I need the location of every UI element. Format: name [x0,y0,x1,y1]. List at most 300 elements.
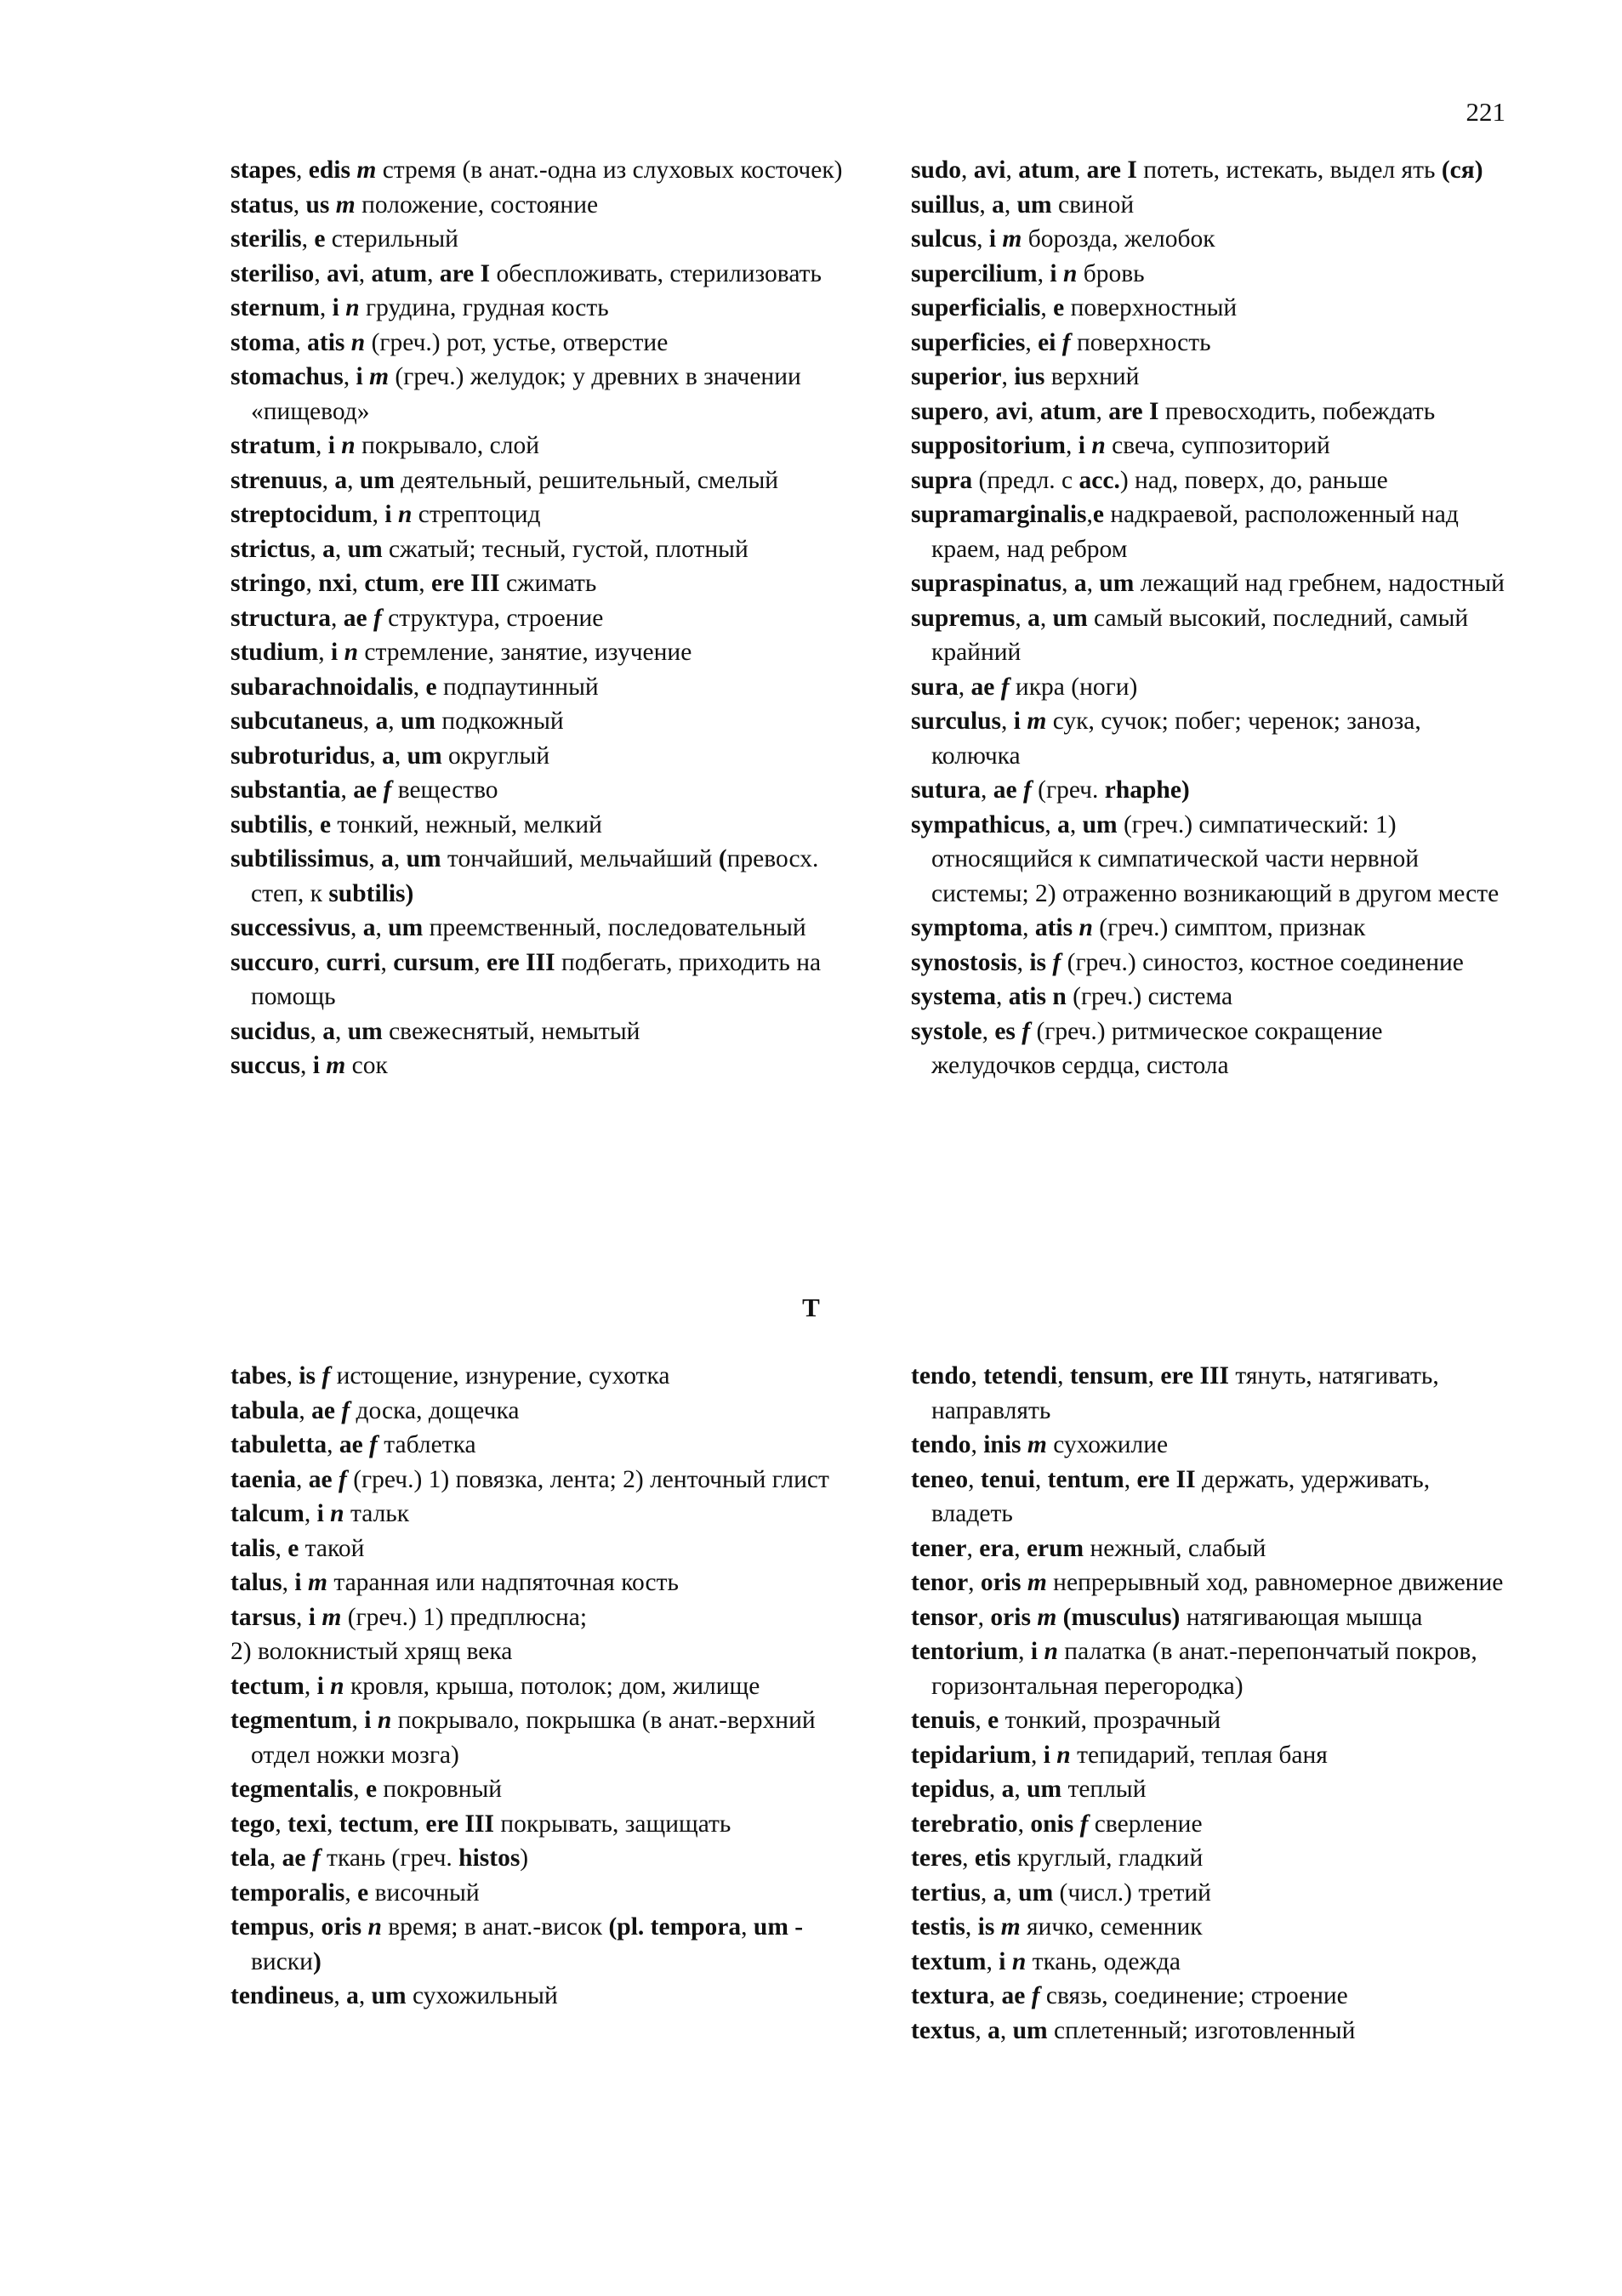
entry-latin-term: stapes [230,156,297,184]
entry-translation: , [1065,432,1078,459]
entry-gender-mark: n [345,294,367,321]
entry-translation: ) [520,1844,529,1872]
dictionary-entry [911,429,1506,463]
dictionary-entry [911,1463,1506,1532]
section-t-entries [230,1359,1506,2048]
entry-latin-term: ius [1014,363,1051,390]
dictionary-entry [911,1841,1506,1876]
entry-translation: , [275,1810,288,1838]
entry-translation: , [999,2016,1013,2044]
entry-translation: , [282,1569,295,1596]
entry-latin-term: a [1001,1776,1015,1803]
entry-translation: (греч.) 1) предплюсна; [347,1603,588,1631]
entry-translation: , [293,190,306,219]
entry-translation: стремя (в анат.-одна из слуховых косточек) [382,156,843,184]
entry-latin-term: ae [970,673,1001,701]
dictionary-entry [230,1772,843,1807]
entry-latin-term: is [1029,948,1053,976]
entry-latin-term: tener [911,1534,967,1562]
dictionary-entry [911,497,1506,566]
entry-latin-term: subarachnoidalis [230,673,413,701]
dictionary-entry [230,222,843,257]
entry-translation: , [986,1947,999,1975]
entry-latin-term: tendo [911,1362,971,1390]
entry-latin-term: ae [311,1396,342,1424]
entry-latin-term: a [381,845,394,872]
entry-translation: сук, сучок; побег; черенок; заноза, колючка [931,708,1421,770]
entry-latin-term: i [312,1052,327,1079]
entry-latin-term: sympathicus [911,810,1045,838]
entry-latin-term: e [1053,294,1071,321]
entry-translation: положение, состояние [361,190,599,219]
entry-translation: , [970,1362,984,1390]
entry-latin-term: teneo [911,1465,969,1493]
entry-translation: , [975,1707,988,1734]
entry-translation: , [968,1569,981,1596]
entry-translation: , [962,1844,975,1872]
entry-latin-term: um [1099,570,1141,597]
dictionary-entry [911,1532,1506,1566]
entry-translation: , [372,501,385,528]
entry-latin-term: avi [327,259,359,287]
dictionary-entry [230,1703,843,1772]
entry-latin-term: strenuus [230,466,322,494]
dictionary-entry [230,808,843,843]
entry-latin-term: systole [911,1017,982,1045]
entry-translation: , [976,225,989,253]
entry-translation: , [413,673,426,701]
entry-translation: , [375,914,389,941]
entry-gender-mark: f [1022,1017,1037,1045]
entry-latin-term: a [1057,810,1070,838]
entry-latin-term: testis [911,1913,965,1941]
entry-latin-term: talcum [230,1500,304,1527]
entry-latin-term: ere III [1160,1362,1236,1390]
entry-latin-term: successivus [230,914,350,941]
entry-translation: , [1044,810,1058,838]
entry-latin-term: taenia [230,1465,297,1493]
dictionary-entry [911,566,1506,601]
dictionary-entry [230,1049,843,1083]
entry-latin-term: superficialis [911,294,1041,321]
entry-translation: (греч.) желудок; у древних в значении «пищевод» [251,363,801,425]
entry-latin-term: tendo [911,1431,971,1458]
entry-translation: круглый, гладкий [1016,1844,1204,1872]
entry-latin-term: tepidus [911,1776,989,1803]
entry-translation: натягивающая мышца [1186,1603,1423,1631]
entry-latin-term: avi [973,156,1006,184]
entry-translation: , [1018,1638,1031,1665]
entry-translation: , [358,259,372,287]
dictionary-entry [230,1634,843,1669]
entry-translation: поверхностный [1070,294,1238,321]
dictionary-entry [911,1910,1506,1945]
entry-translation: , [344,1878,358,1907]
entry-gender-mark: n [1091,432,1113,459]
dictionary-entry [911,808,1506,912]
entry-latin-term: textura [911,1982,989,2009]
entry-latin-term: succus [230,1052,300,1079]
entry-translation: тальк [350,1500,410,1527]
entry-translation: , [1061,570,1074,597]
entry-translation: , [318,639,332,666]
entry-latin-term: a [322,1017,335,1045]
entry-translation: , [1016,948,1030,976]
dictionary-entry [230,1428,843,1463]
entry-translation: стрептоцид [418,501,541,528]
entry-latin-term: atum [371,259,428,287]
entry-translation: , [394,742,407,770]
entry-translation: височный [374,1878,480,1907]
entry-latin-term: tarsus [230,1603,297,1631]
entry-translation: покрывало, слой [361,432,539,459]
entry-gender-mark: m [1027,708,1053,735]
entry-latin-term: tectum [339,1810,413,1838]
entry-latin-term: sulcus [911,225,977,253]
entry-latin-term: e [987,1707,1005,1734]
entry-latin-term: subtilis) [328,879,414,907]
entry-translation: сверление [1094,1810,1203,1838]
entry-latin-term: synostosis [911,948,1017,976]
entry-translation: тепидарий, теплая баня [1077,1741,1328,1769]
dictionary-entry [230,842,843,911]
entry-translation: , [1073,156,1087,184]
entry-latin-term: e [365,1776,384,1803]
entry-latin-term: um [1027,1776,1068,1803]
entry-translation: , [1037,259,1050,287]
section-letter-heading: T [802,1293,820,1322]
entry-latin-term: supercilium [911,259,1038,287]
entry-translation: ткань (греч. [327,1844,459,1872]
entry-latin-term: (ся) [1441,156,1483,184]
entry-translation: преемственный, последовательный [429,914,806,941]
entry-gender-mark: n [377,1707,398,1734]
dictionary-entry [911,1359,1506,1428]
entry-translation: , [340,776,354,804]
entry-latin-term: textum [911,1947,987,1975]
dictionary-entry [911,1428,1506,1463]
entry-translation: держать, удерживать, владеть [931,1465,1431,1527]
entry-translation: , [1022,914,1035,941]
entry-translation: , [979,190,993,219]
entry-latin-term: um [1082,810,1124,838]
entry-translation: , [966,1534,980,1562]
entry-latin-term: tenui [980,1465,1035,1493]
entry-latin-term: ere II [1136,1465,1202,1493]
entry-translation: , [980,776,993,804]
entry-translation: , [343,363,356,390]
entry-latin-term: superior [911,363,1002,390]
entry-translation: сжатый; тесный, густой, плотный [389,535,748,563]
entry-translation: нежный, слабый [1090,1534,1266,1562]
dictionary-entry [911,1634,1506,1703]
entry-latin-term: um [1052,604,1095,632]
entry-translation: (греч. [1038,776,1105,804]
entry-translation: , [350,914,363,941]
entry-gender-mark: m [369,363,396,390]
entry-translation: , [988,1776,1002,1803]
entry-latin-term: structura [230,604,331,632]
entry-latin-term: inis [983,1431,1027,1458]
entry-translation: , [327,1810,339,1838]
entry-latin-term: atis n [1008,983,1073,1010]
entry-latin-term: um [388,914,430,941]
entry-gender-mark: n [330,1672,350,1700]
entry-gender-mark: m [308,1569,334,1596]
entry-latin-term: ae [353,776,384,804]
entry-translation: икра (ноги) [1015,673,1138,701]
dictionary-entry [911,911,1506,946]
entry-translation: сплетенный; изготовленный [1054,2016,1356,2044]
entry-latin-term: supramarginalis [911,501,1087,528]
entry-translation: , [301,225,315,253]
dictionary-entry [911,946,1506,980]
dictionary-entry [230,601,843,636]
entry-latin-term: tetendi [983,1362,1058,1390]
entry-translation: (греч.) синостоз, костное соединение [1067,948,1464,976]
entry-latin-term: ( [718,845,727,872]
entry-translation: сжимать [505,570,597,597]
entry-translation: , [334,1017,348,1045]
dictionary-entry [230,704,843,739]
entry-latin-term: a [362,914,376,941]
entry-latin-term: is [977,1913,1001,1941]
entry-gender-mark: n [1011,1947,1033,1975]
dictionary-entry [911,1979,1506,2014]
entry-latin-term: um - [753,1913,804,1941]
column-right [911,153,1506,1083]
entry-translation: вещество [397,776,498,804]
entry-latin-term: i [1078,432,1092,459]
entry-latin-term: sucidus [230,1017,310,1045]
entry-gender-mark: m [356,156,383,184]
dictionary-entry [230,326,843,361]
entry-translation: непрерывный ход, равномерное движение [1053,1569,1504,1596]
entry-latin-term: tenor [911,1569,969,1596]
dictionary-entry [230,1876,843,1911]
entry-latin-term: e [357,1878,375,1907]
entry-translation: , [296,156,309,184]
entry-translation: , [314,259,327,287]
entry-translation: , [305,570,319,597]
entry-latin-term: subtilis [230,810,308,838]
entry-latin-term: oris [980,1569,1027,1596]
entry-latin-term: sternum [230,294,320,321]
entry-translation: , [995,983,1009,1010]
entry-latin-term: ere III [487,948,561,976]
entry-gender-mark: n [344,639,365,666]
entry-translation: , [1034,1465,1048,1493]
entry-latin-term: ctum [364,570,419,597]
dictionary-entry [911,704,1506,773]
entry-latin-term: ) [312,1947,322,1975]
dictionary-entry [230,739,843,774]
entry-latin-term: i [332,294,346,321]
entry-translation: , [313,948,327,976]
entry-translation: , [474,948,487,976]
entry-translation: , [1015,604,1028,632]
entry-gender-mark: f [1022,776,1039,804]
entry-gender-mark: m [1002,225,1028,253]
entry-latin-term: ae [993,776,1023,804]
entry-gender-mark: f [339,1465,354,1493]
entry-translation: свежеснятый, немытый [389,1017,640,1045]
entry-translation: деятельный, решительный, смелый [401,466,779,494]
entry-translation: структура, строение [388,604,604,632]
entry-latin-term: us [305,190,336,219]
dictionary-entry [230,1979,843,2014]
entry-translation: борозда, желобок [1027,225,1215,253]
dictionary-entry [230,497,843,532]
entry-translation: яичко, семенник [1027,1913,1203,1941]
entry-latin-term: e [314,225,332,253]
entry-translation: доска, дощечка [356,1396,520,1424]
entry-translation: , [1147,1362,1161,1390]
entry-gender-mark: f [373,604,389,632]
entry-translation: , [1096,397,1109,425]
entry-latin-term: a [375,708,389,735]
entry-latin-term: tertius [911,1878,981,1907]
entry-translation: , [1005,156,1019,184]
entry-latin-term: i [1013,708,1027,735]
entry-translation: сухожилие [1053,1431,1169,1458]
entry-translation: , [982,397,996,425]
entry-translation: , [958,673,971,701]
entry-translation: (греч.) симптом, признак [1099,914,1366,941]
dictionary-entry [230,463,843,498]
entry-gender-mark: m [326,1052,352,1079]
entry-latin-term: stratum [230,432,316,459]
entry-latin-term: ae [282,1844,312,1872]
entry-gender-mark: f [1079,1810,1095,1838]
entry-translation: , [315,432,328,459]
entry-latin-term: suppositorium [911,432,1066,459]
entry-translation: (числ.) третий [1059,1878,1211,1907]
dictionary-entry [230,566,843,601]
entry-latin-term: i [384,501,398,528]
dictionary-entry [230,153,843,188]
dictionary-entry [911,153,1506,188]
entry-latin-term: tela [230,1844,270,1872]
entry-translation: , [327,1431,339,1458]
entry-latin-term: oris [321,1913,368,1941]
entry-latin-term: studium [230,639,319,666]
entry-translation: такой [304,1534,365,1562]
entry-translation: , [1005,1878,1019,1907]
entry-latin-term: tentum [1047,1465,1124,1493]
entry-translation: 2) волокнистый хрящ века [230,1638,513,1665]
entry-translation: подкожный [441,708,564,735]
dictionary-entry [230,1566,843,1600]
entry-translation: теплый [1067,1776,1147,1803]
entry-translation: , [299,1052,313,1079]
entry-translation: ) над, поверх, до, раньше [1119,466,1388,494]
dictionary-entry [911,1945,1506,1980]
entry-translation: , [351,570,365,597]
dictionary-entry [911,326,1506,361]
entry-translation: , [362,708,376,735]
entry-latin-term: supremus [911,604,1016,632]
entry-latin-term: ere III [425,1810,501,1838]
entry-latin-term: supraspinatus [911,570,1062,597]
dictionary-entry [911,1566,1506,1600]
entry-translation: , [1014,1776,1027,1803]
entry-latin-term: ae [1001,1982,1032,2009]
dictionary-entry [911,360,1506,395]
entry-latin-term: symptoma [911,914,1023,941]
entry-gender-mark: n [1044,1638,1065,1665]
entry-translation: стерильный [331,225,458,253]
entry-translation: тонкий, прозрачный [1005,1707,1221,1734]
entry-translation: , [275,1534,288,1562]
entry-gender-mark: n [367,1913,389,1941]
entry-translation: , [970,1431,984,1458]
entry-gender-mark: f [1000,673,1016,701]
entry-translation: , [988,1982,1002,2009]
dictionary-entry [911,601,1506,670]
entry-translation: , [393,845,407,872]
dictionary-entry [230,291,843,326]
entry-latin-term: nxi [318,570,352,597]
dictionary-entry [230,1014,843,1049]
entry-latin-term: sutura [911,776,981,804]
entry-latin-term: tabes [230,1362,287,1390]
entry-latin-term: tabuletta [230,1431,327,1458]
dictionary-entry [230,1910,843,1979]
entry-translation: , [413,1810,426,1838]
entry-latin-term: are I [439,259,497,287]
entry-latin-term: cursum [393,948,475,976]
entry-latin-term: um [371,1982,413,2009]
entry-gender-mark: m [335,190,362,219]
entry-translation: округлый [448,742,550,770]
entry-latin-term: (musculus) [1062,1603,1187,1631]
dictionary-entry [911,395,1506,429]
entry-latin-term: i [308,1603,322,1631]
entry-gender-mark: m [322,1603,348,1631]
entry-translation: , [975,2016,988,2044]
entry-translation: , [351,1707,365,1734]
entry-latin-term: steriliso [230,259,315,287]
entry-latin-term: es [994,1017,1022,1045]
entry-latin-term: a [992,190,1005,219]
entry-translation: истощение, изнурение, сухотка [336,1362,670,1390]
entry-latin-term: um [406,845,447,872]
entry-translation: (греч.) рот, устье, отверстие [371,328,669,356]
dictionary-entry [911,2014,1506,2049]
entry-translation: , [1027,397,1040,425]
entry-latin-term: um [347,1017,390,1045]
entry-gender-mark: f [369,1431,384,1458]
entry-latin-term: um [1016,190,1058,219]
entry-latin-term: surculus [911,708,1002,735]
entry-latin-term: era [979,1534,1015,1562]
entry-translation: , [1001,708,1014,735]
entry-translation: таблетка [384,1431,476,1458]
dictionary-entry [911,1703,1506,1738]
entry-latin-term: textus [911,2016,976,2044]
entry-latin-term: i [1050,259,1063,287]
entry-gender-mark: f [383,776,398,804]
entry-translation: , [358,1982,372,2009]
entry-translation: , [269,1844,282,1872]
dictionary-entry [230,360,843,429]
entry-translation: палатка (в анат.-перепончатый покров, горизонтальная перегородка) [931,1638,1477,1700]
column-left [230,1359,843,2048]
entry-latin-term: e [287,1534,305,1562]
entry-latin-term: tepidarium [911,1741,1031,1769]
entry-latin-term: i [356,363,370,390]
